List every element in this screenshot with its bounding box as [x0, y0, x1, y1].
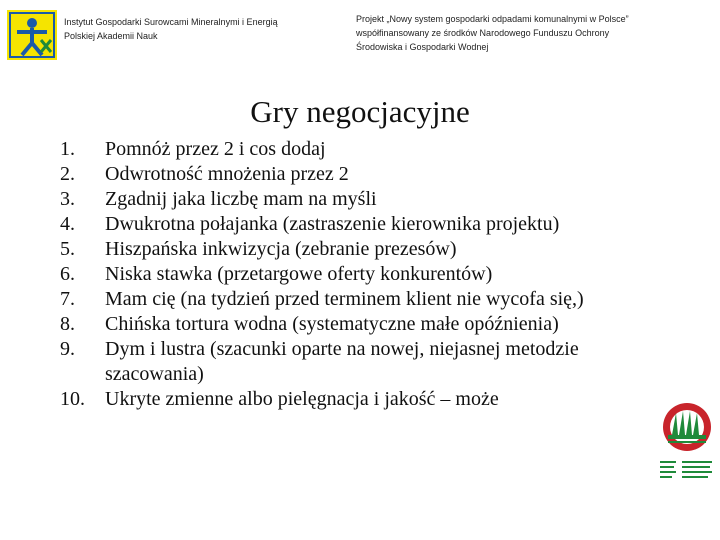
item-text: Ukryte zmienne albo pielęgnacja i jakość – może [105, 388, 499, 410]
list-item [0, 212, 640, 237]
project-info [356, 12, 706, 54]
item-text: Pomnóż przez 2 i cos dodaj [105, 138, 326, 160]
list-item [0, 312, 640, 337]
item-text: Mam cię (na tydzień przed terminem klient nie wycofa się,) [105, 288, 584, 310]
item-text: Odwrotność mnożenia przez 2 [105, 163, 349, 185]
item-number: 1. [60, 138, 75, 160]
item-number: 8. [60, 313, 75, 335]
negotiation-games-list [0, 137, 640, 412]
institute-line: Polskiej Akademii Nauk [64, 31, 158, 41]
slide-header [0, 0, 720, 80]
institute-logo [7, 10, 57, 60]
institute-line: Instytut Gospodarki Surowcami Mineralnymi i Energią [64, 17, 278, 27]
list-item [0, 237, 640, 262]
list-item [0, 162, 640, 187]
item-text: Zgadnij jaka liczbę mam na myśli [105, 188, 377, 210]
item-number: 7. [60, 288, 75, 310]
item-text: Dwukrotna połajanka (zastraszenie kierownika projektu) [105, 213, 560, 235]
item-number: 2. [60, 163, 75, 185]
item-text: Chińska tortura wodna (systematyczne małe opóźnienia) [105, 313, 559, 335]
list-item [0, 337, 640, 387]
item-text: Hiszpańska inkwizycja (zebranie prezesów) [105, 238, 457, 260]
item-number: 3. [60, 188, 75, 210]
list-item [0, 387, 640, 412]
item-number: 4. [60, 213, 75, 235]
item-number: 9. [60, 338, 75, 360]
list-item [0, 187, 640, 212]
list-item [0, 262, 640, 287]
project-line: Środowiska i Gospodarki Wodnej [356, 42, 489, 52]
slide-title: Gry negocjacyjne [250, 94, 470, 129]
project-line: współfinansowany ze środków Narodowego Funduszu Ochrony [356, 28, 610, 38]
institute-name [64, 15, 334, 43]
list-item [0, 137, 640, 162]
item-number: 5. [60, 238, 75, 260]
nfosigw-logo [658, 403, 716, 485]
list-item [0, 287, 640, 312]
project-line: Projekt „Nowy system gospodarki odpadami komunalnymi w Polsce” [356, 14, 629, 24]
item-text: Dym i lustra (szacunki oparte na nowej, niejasnej metodzie szacowania) [105, 338, 579, 385]
item-text: Niska stawka (przetargowe oferty konkurentów) [105, 263, 493, 285]
item-number: 6. [60, 263, 75, 285]
item-number: 10. [60, 388, 85, 410]
